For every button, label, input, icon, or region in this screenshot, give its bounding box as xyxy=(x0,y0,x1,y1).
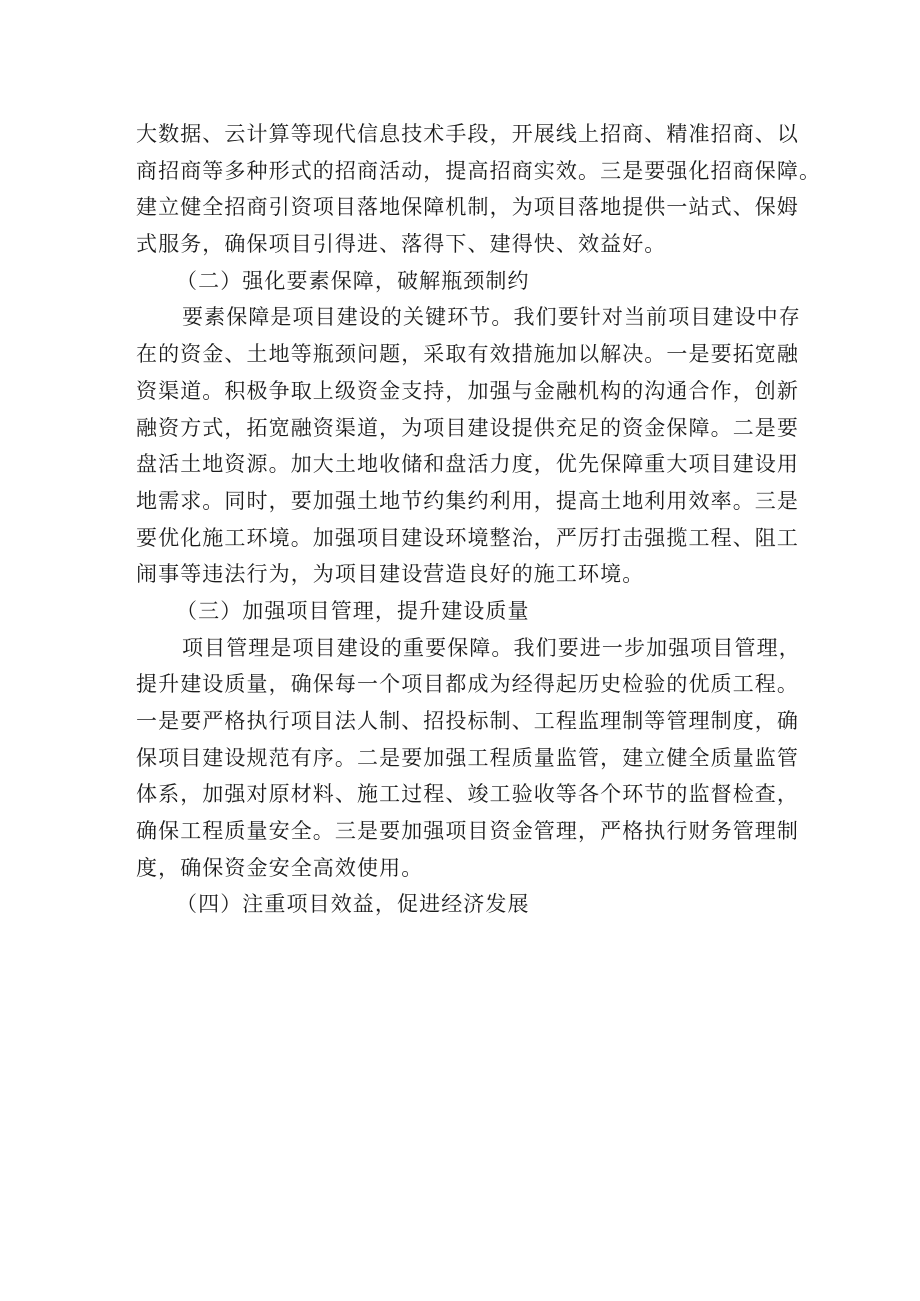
text-line: 闹事等违法行为，为项目建设营造良好的施工环境。 xyxy=(136,562,645,587)
section-heading-2: （二）强化要素保障，破解瓶颈制约 xyxy=(176,268,530,293)
section-heading-3: （三）加强项目管理，提升建设质量 xyxy=(176,598,530,623)
text-line: 资渠道。积极争取上级资金支持，加强与金融机构的沟通合作，创新 xyxy=(136,378,799,403)
text-line: 度，确保资金安全高效使用。 xyxy=(136,855,424,880)
text-line: 要素保障是项目建设的关键环节。我们要针对当前项目建设中存 xyxy=(182,305,801,330)
text-line: 确保工程质量安全。三是要加强项目资金管理，严格执行财务管理制 xyxy=(136,819,799,844)
section-heading-4: （四）注重项目效益，促进经济发展 xyxy=(176,892,530,917)
paragraph-element-guarantee xyxy=(136,299,801,593)
text-line: 大数据、云计算等现代信息技术手段，开展线上招商、精准招商、以 xyxy=(136,122,799,146)
text-line: 体系，加强对原材料、施工过程、竣工验收等各个环节的监督检查， xyxy=(136,782,799,807)
text-line: 在的资金、土地等瓶颈问题，采取有效措施加以解决。一是要拓宽融 xyxy=(136,342,799,367)
text-line: 提升建设质量，确保每一个项目都成为经得起历史检验的优质工程。 xyxy=(136,672,799,697)
text-line: 商招商等多种形式的招商活动，提高招商实效。三是要强化招商保障。 xyxy=(136,158,822,183)
text-line: 式服务，确保项目引得进、落得下、建得快、效益好。 xyxy=(136,232,667,257)
paragraph-project-management xyxy=(136,630,801,887)
text-line: 融资方式，拓宽融资渠道，为项目建设提供充足的资金保障。二是要 xyxy=(136,415,799,440)
text-line: 要优化施工环境。加强项目建设环境整治，严厉打击强揽工程、阻工 xyxy=(136,525,799,550)
text-line: 地需求。同时，要加强土地节约集约利用，提高土地利用效率。三是 xyxy=(136,488,799,513)
text-line: 建立健全招商引资项目落地保障机制，为项目落地提供一站式、保姆 xyxy=(136,195,799,220)
text-line: 项目管理是项目建设的重要保障。我们要进一步加强项目管理， xyxy=(182,635,801,660)
text-line: 盘活土地资源。加大土地收储和盘活力度，优先保障重大项目建设用 xyxy=(136,452,799,477)
text-line: 保项目建设规范有序。二是要加强工程质量监管，建立健全质量监管 xyxy=(136,745,799,770)
text-line: 一是要严格执行项目法人制、招投标制、工程监理制等管理制度，确 xyxy=(136,709,799,733)
paragraph-continuation xyxy=(136,116,822,263)
document-body xyxy=(136,116,822,923)
